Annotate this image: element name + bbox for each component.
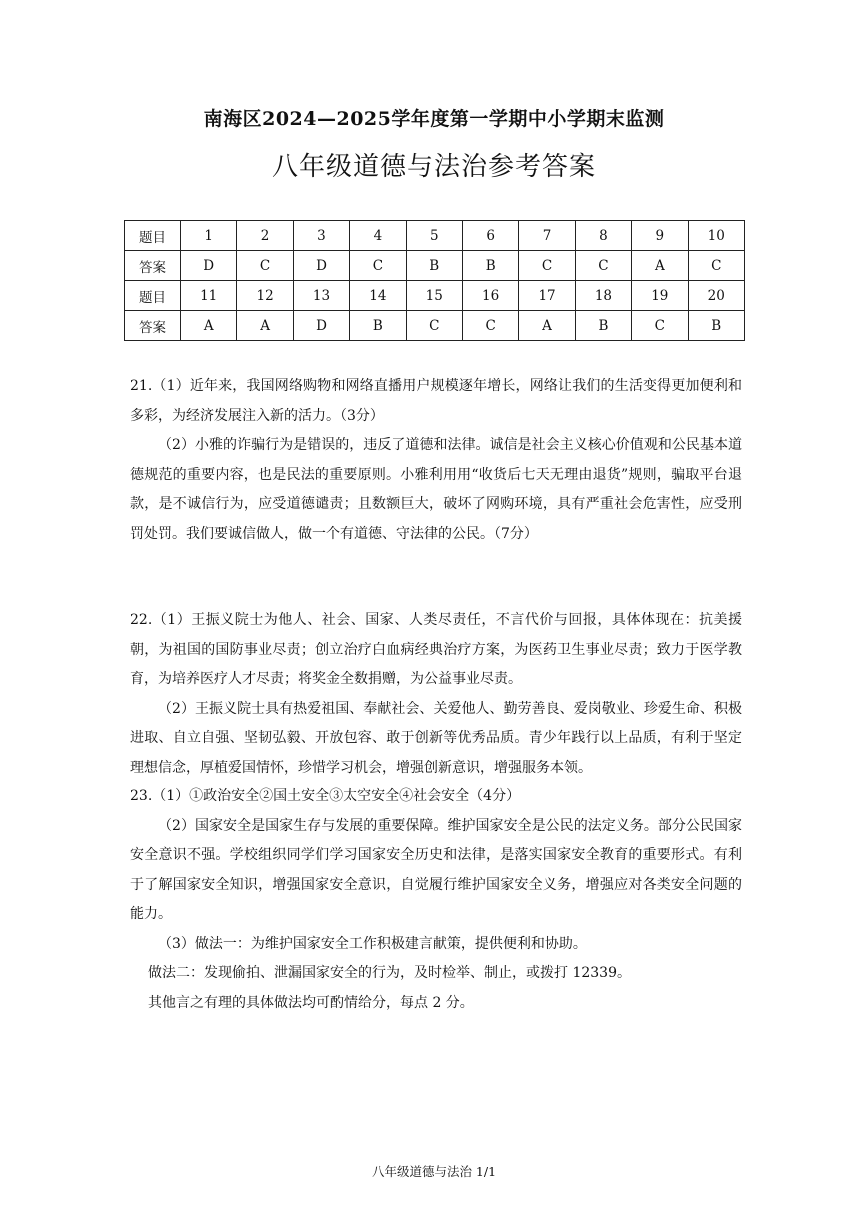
q21-part1: 21.（1）近年来，我国网络购物和网络直播用户规模逐年增长，网络让我们的生活变得更加便利和多彩，为经济发展注入新的活力。（3分） [130,378,742,424]
document-subtitle: 八年级道德与法治参考答案 [271,152,596,182]
q22-part1: 22.（1）王振义院士为他人、社会、国家、人类尽责任，不言代价与回报，具体体现在：抗美援朝，为祖国的国防事业尽责；创立治疗白血病经典治疗方案，为医药卫生事业尽责；致力于医学教育，为培养医疗人才尽责；将奖金全数捐赠，为公益事业尽责。 [130,612,742,687]
answer-table-row [125,251,745,281]
table-cell: C [575,251,631,281]
table-cell: C [688,251,744,281]
table-cell: C [462,311,518,341]
question-21 [130,372,742,549]
table-cell: B [350,311,406,341]
table-cell: 17 [519,281,575,311]
table-cell: 1 [181,221,237,251]
table-cell: C [350,251,406,281]
table-cell: 2 [237,221,293,251]
table-cell: 12 [237,281,293,311]
table-cell: C [632,311,688,341]
table-cell: A [237,311,293,341]
table-cell: 18 [575,281,631,311]
row-label: 题目 [125,221,181,251]
answer-table-row [125,311,745,341]
row-label: 答案 [125,251,181,281]
table-cell: 13 [293,281,349,311]
question-22 [130,606,742,783]
table-cell: 11 [181,281,237,311]
table-cell: 10 [688,221,744,251]
table-cell: 9 [632,221,688,251]
table-cell: 15 [406,281,462,311]
table-cell: 3 [293,221,349,251]
table-cell: B [406,251,462,281]
document-title: 南海区2024—2025学年度第一学期中小学期末监测 [203,108,665,130]
row-label: 题目 [125,281,181,311]
q21-part2: （2）小雅的诈骗行为是错误的，违反了道德和法律。诚信是社会主义核心价值观和公民基本道德规范的重要内容，也是民法的重要原则。小雅利用用“收货后七天无理由退货”规则，骗取平台退款，是不诚信行为，应受道德谴责；且数额巨大，破坏了网购环境，具有严重社会危害性，应受刑罚处罚。我们要诚信做人，做一个有道德、守法律的公民。（7分） [130,437,742,542]
row-label: 答案 [125,311,181,341]
table-cell: 19 [632,281,688,311]
table-cell: B [575,311,631,341]
table-cell: B [462,251,518,281]
answer-table-row [125,281,745,311]
q23-part2: （2）国家安全是国家生存与发展的重要保障。维护国家安全是公民的法定义务。部分公民国家安全意识不强。学校组织同学们学习国家安全历史和法律，是落实国家安全教育的重要形式。有利于了解国家安全知识，增强国家安全意识，自觉履行维护国家安全义务，增强应对各类安全问题的能力。 [130,817,742,922]
table-cell: A [632,251,688,281]
answer-table-row [125,221,745,251]
table-cell: 4 [350,221,406,251]
question-23 [130,782,742,1018]
answer-table [124,220,745,341]
table-cell: 20 [688,281,744,311]
table-cell: B [688,311,744,341]
table-cell: 7 [519,221,575,251]
table-cell: 8 [575,221,631,251]
table-cell: C [519,251,575,281]
q23-part5: 其他言之有理的具体做法均可酌情给分，每点 2 分。 [148,994,474,1011]
q23-part1: 23.（1）①政治安全②国土安全③太空安全④社会安全（4分） [130,788,521,804]
table-cell: A [519,311,575,341]
table-cell: 16 [462,281,518,311]
q23-part4: 做法二：发现偷拍、泄漏国家安全的行为，及时检举、制止，或拨打 12339。 [148,965,631,981]
table-cell: C [406,311,462,341]
table-cell: D [293,251,349,281]
table-cell: C [237,251,293,281]
q23-part3: （3）做法一：为维护国家安全工作积极建言献策，提供便利和协助。 [158,935,587,952]
table-cell: A [181,311,237,341]
table-cell: 14 [350,281,406,311]
page-footer: 八年级道德与法治 1/1 [371,1164,497,1179]
table-cell: D [181,251,237,281]
table-cell: 6 [462,221,518,251]
table-cell: D [293,311,349,341]
table-cell: 5 [406,221,462,251]
q22-part2: （2）王振义院士具有热爱祖国、奉献社会、关爱他人、勤劳善良、爱岗敬业、珍爱生命、积极进取、自立自强、坚韧弘毅、开放包容、敢于创新等优秀品质。青少年践行以上品质，有利于坚定理想信念，厚植爱国情怀，珍惜学习机会，增强创新意识，增强服务本领。 [130,700,742,776]
